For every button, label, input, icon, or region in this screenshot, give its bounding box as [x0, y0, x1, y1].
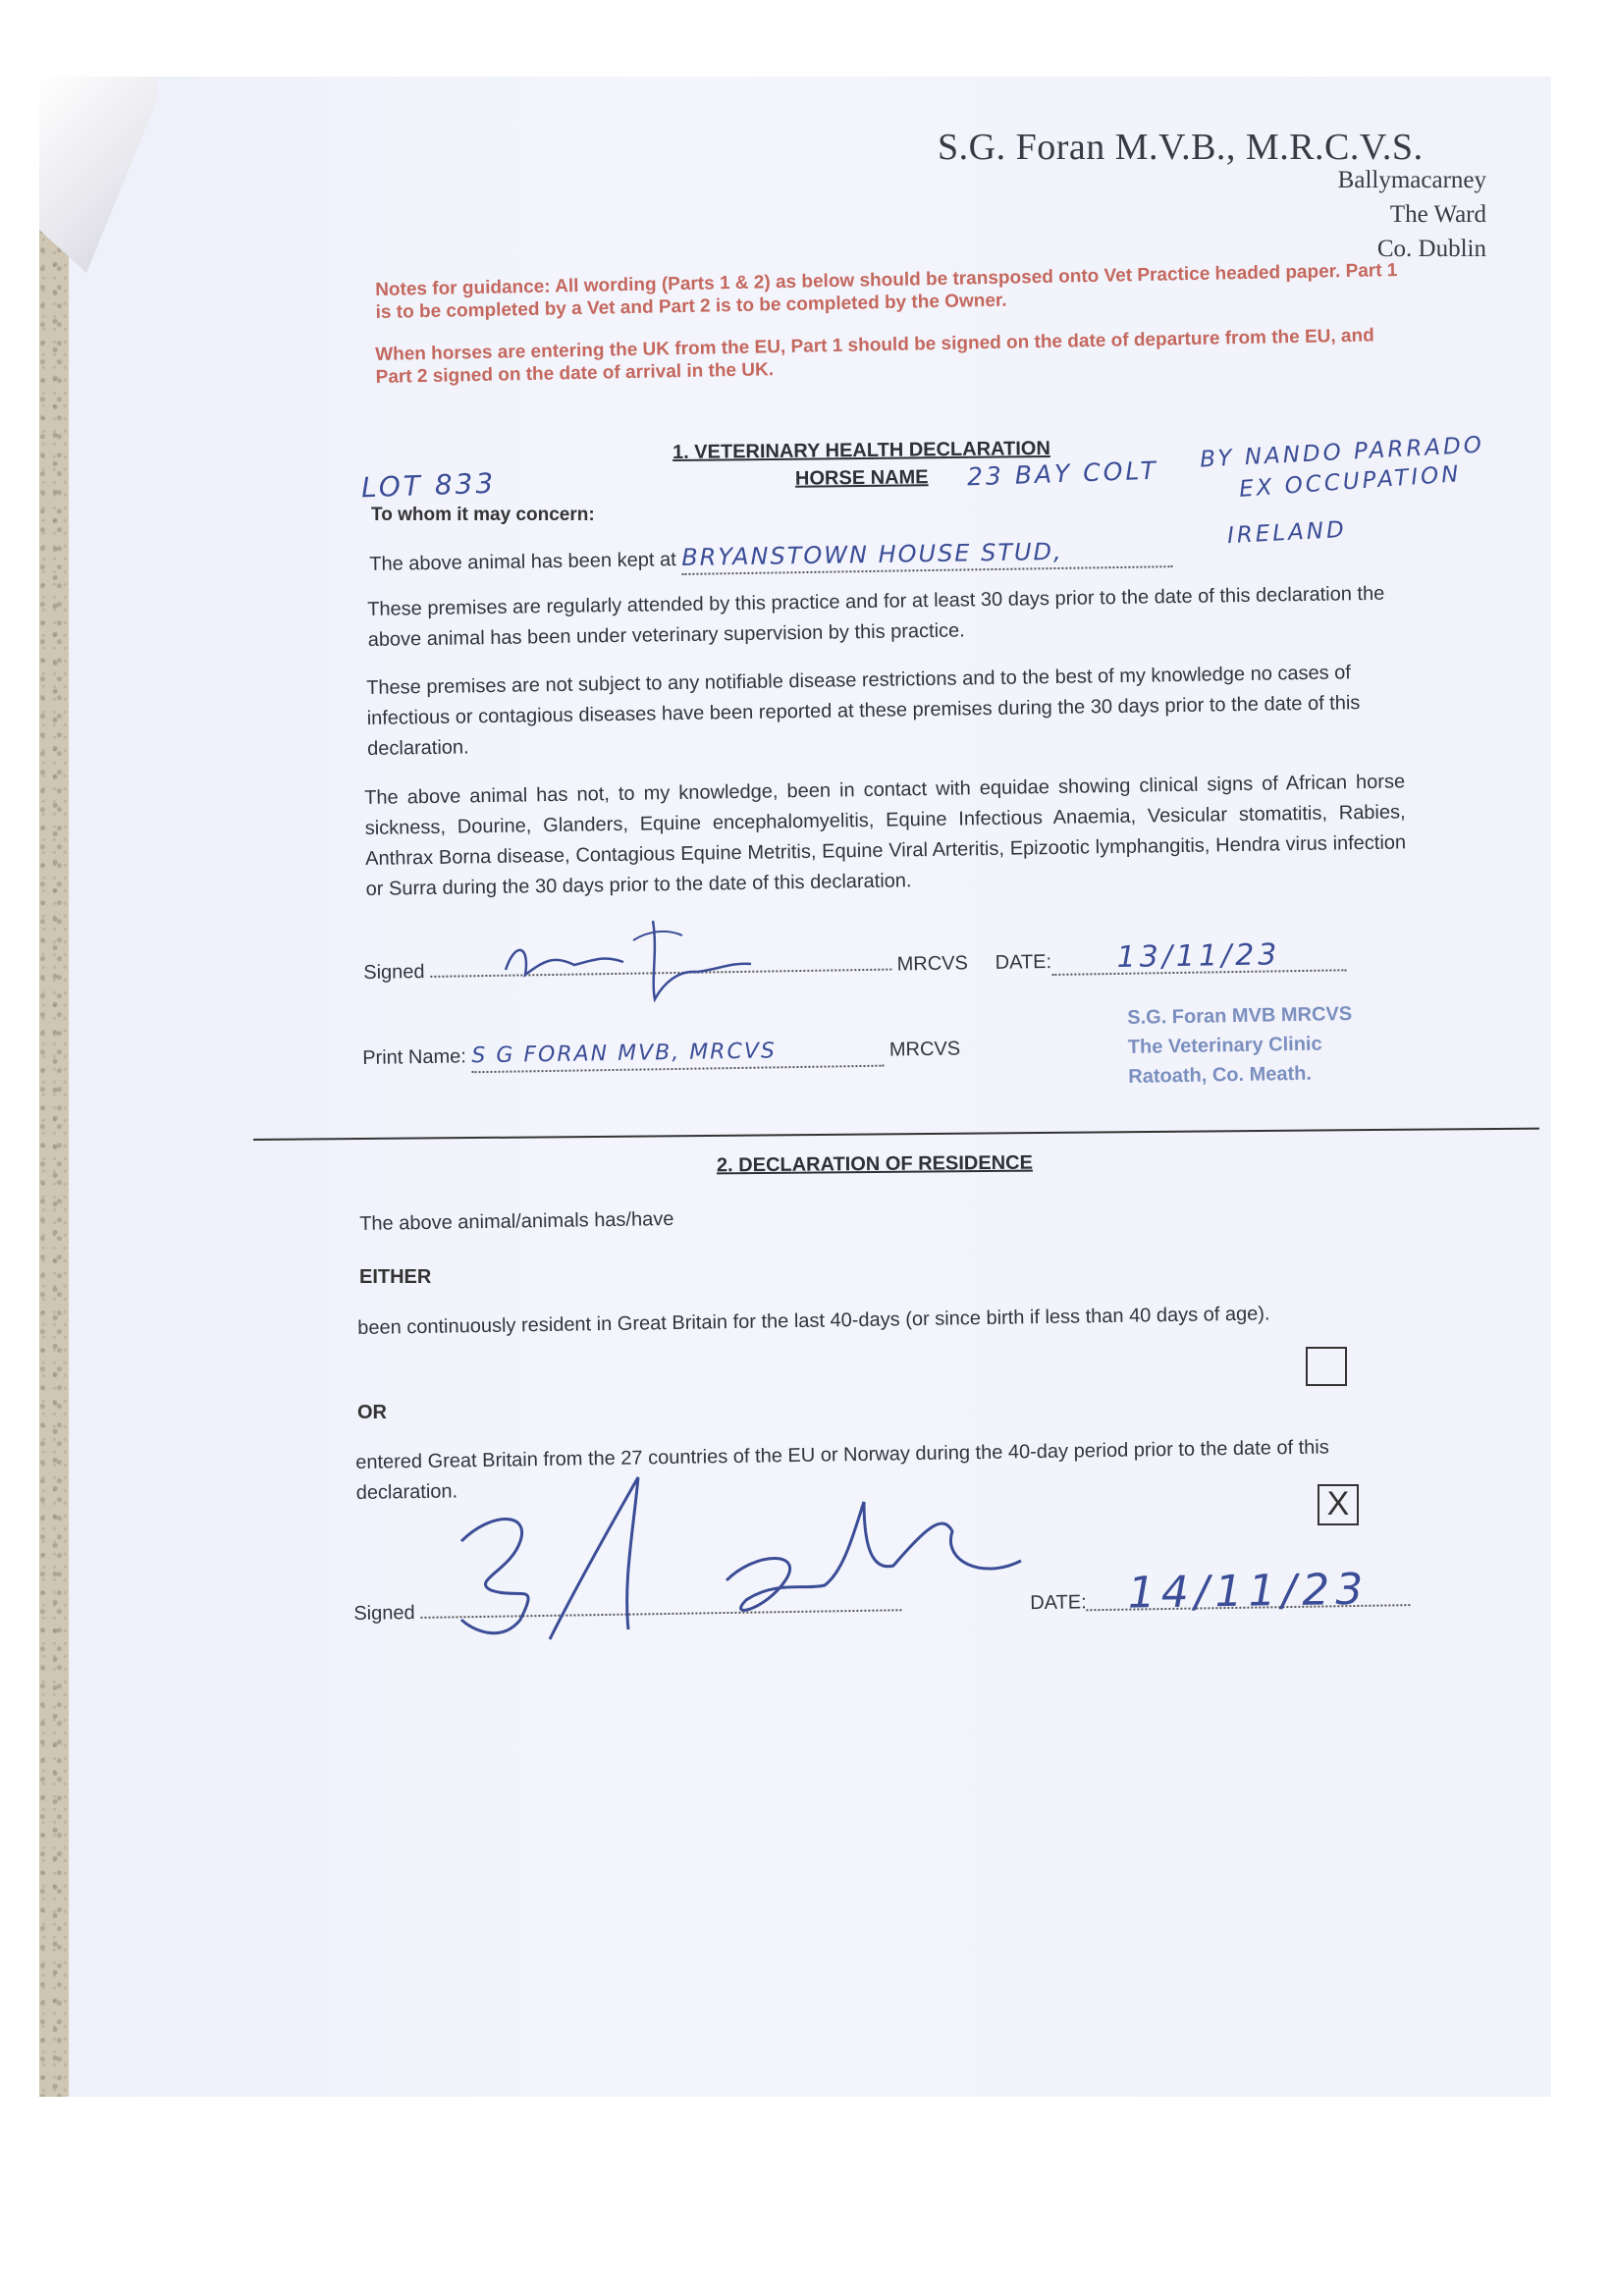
vet-date-value: 13/11/23 — [1051, 938, 1346, 976]
guidance-notes: Notes for guidance: All wording (Parts 1 & 2) as below should be transposed onto Vet Practice headed paper. Part 1 is to be completed by a Vet and Part 2 is to be completed by the Owner. — [375, 260, 1398, 323]
address-line: Co. Dublin — [1376, 236, 1486, 262]
date-label: DATE: — [1030, 1591, 1087, 1615]
stamp-line: Ratoath, Co. Meath. — [1128, 1062, 1313, 1088]
mrcvs-label: MRCVS — [888, 1038, 961, 1061]
signed-label: Signed — [353, 1602, 415, 1625]
kept-at-label: The above animal has been kept at — [369, 549, 676, 575]
salutation: To whom it may concern: — [371, 505, 595, 525]
disease-restrictions-paragraph: These premises are not subject to any notifiable disease restrictions and to the best of my knowledge no cases of infectious or contagious diseases have been reported at these premises during the 30 days prior to the date of this declaration. — [366, 662, 1361, 760]
vet-signature — [486, 901, 771, 1009]
horse-pedigree-dam: EX OCCUPATION — [1238, 461, 1463, 503]
either-label: EITHER — [359, 1266, 432, 1288]
part2-heading: 2. DECLARATION OF RESIDENCE — [716, 1151, 1033, 1177]
or-label: OR — [357, 1402, 387, 1423]
horse-name-value: 23 BAY COLT — [966, 455, 1159, 492]
part2-intro: The above animal/animals has/have — [359, 1207, 674, 1235]
owner-signature — [432, 1472, 1041, 1649]
contact-paragraph: The above animal has not, to my knowledge, been in contact with equidae showing clinical signs of African horse sickness, Dourine, Glanders, Equine encephalomyelitis, Equine Infectious Anaemia, Vesicular stomatitis, Rabies, Anthrax Borna disease, Contagious Equine Metritis, Equine Viral Arteritis, Epizootic lymphangitis, Hendra virus infection or Surra during the 30 days prior to the date of this declaration. — [364, 771, 1407, 900]
kept-at-value: BRYANSTOWN HOUSE STUD, — [681, 535, 1172, 575]
address-line: The Ward — [1389, 201, 1486, 228]
practice-stamp — [1127, 999, 1353, 1092]
option1-text: been continuously resident in Great Britain for the last 40-days (or since birth if less than 40 days of age). — [357, 1303, 1270, 1339]
lot-number: LOT 833 — [360, 466, 497, 505]
date-label: DATE: — [995, 950, 1052, 974]
owner-date-value: 14/11/23 — [1086, 1574, 1410, 1611]
part1-heading: 1. VETERINARY HEALTH DECLARATION — [672, 437, 1050, 464]
stamp-line: The Veterinary Clinic — [1127, 1033, 1322, 1058]
address-line: Ballymacarney — [1337, 167, 1486, 193]
mrcvs-label: MRCVS — [896, 952, 969, 976]
horse-pedigree-sire: BY NANDO PARRADO — [1199, 432, 1485, 473]
option2-text: entered Great Britain from the 27 countries of the EU or Norway during the 40-day period prior to the date of this declaration. — [355, 1436, 1329, 1504]
entry-notes: When horses are entering the UK from the EU, Part 1 should be signed on the date of departure from the EU, and Part 2 signed on the date of arrival in the UK. — [375, 325, 1374, 388]
letterhead-name: S.G. Foran M.V.B., M.R.C.V.S. — [938, 127, 1424, 168]
supervision-paragraph: These premises are regularly attended by this practice and for at least 30 days prior to the date of this declaration the above animal has been under veterinary supervision by this practice. — [367, 582, 1385, 651]
horse-name-label: HORSE NAME — [794, 466, 929, 490]
stamp-line: S.G. Foran MVB MRCVS — [1127, 1003, 1353, 1029]
print-name-value: S G FORAN MVB, MRCVS — [471, 1035, 884, 1074]
letterhead-address — [1192, 163, 1486, 266]
option1-checkbox[interactable] — [1306, 1347, 1347, 1386]
kept-at-country: IRELAND — [1226, 516, 1348, 550]
signed-label: Signed — [363, 961, 425, 984]
print-name-label: Print Name: — [362, 1045, 467, 1069]
option2-checkbox[interactable]: X — [1318, 1484, 1359, 1525]
